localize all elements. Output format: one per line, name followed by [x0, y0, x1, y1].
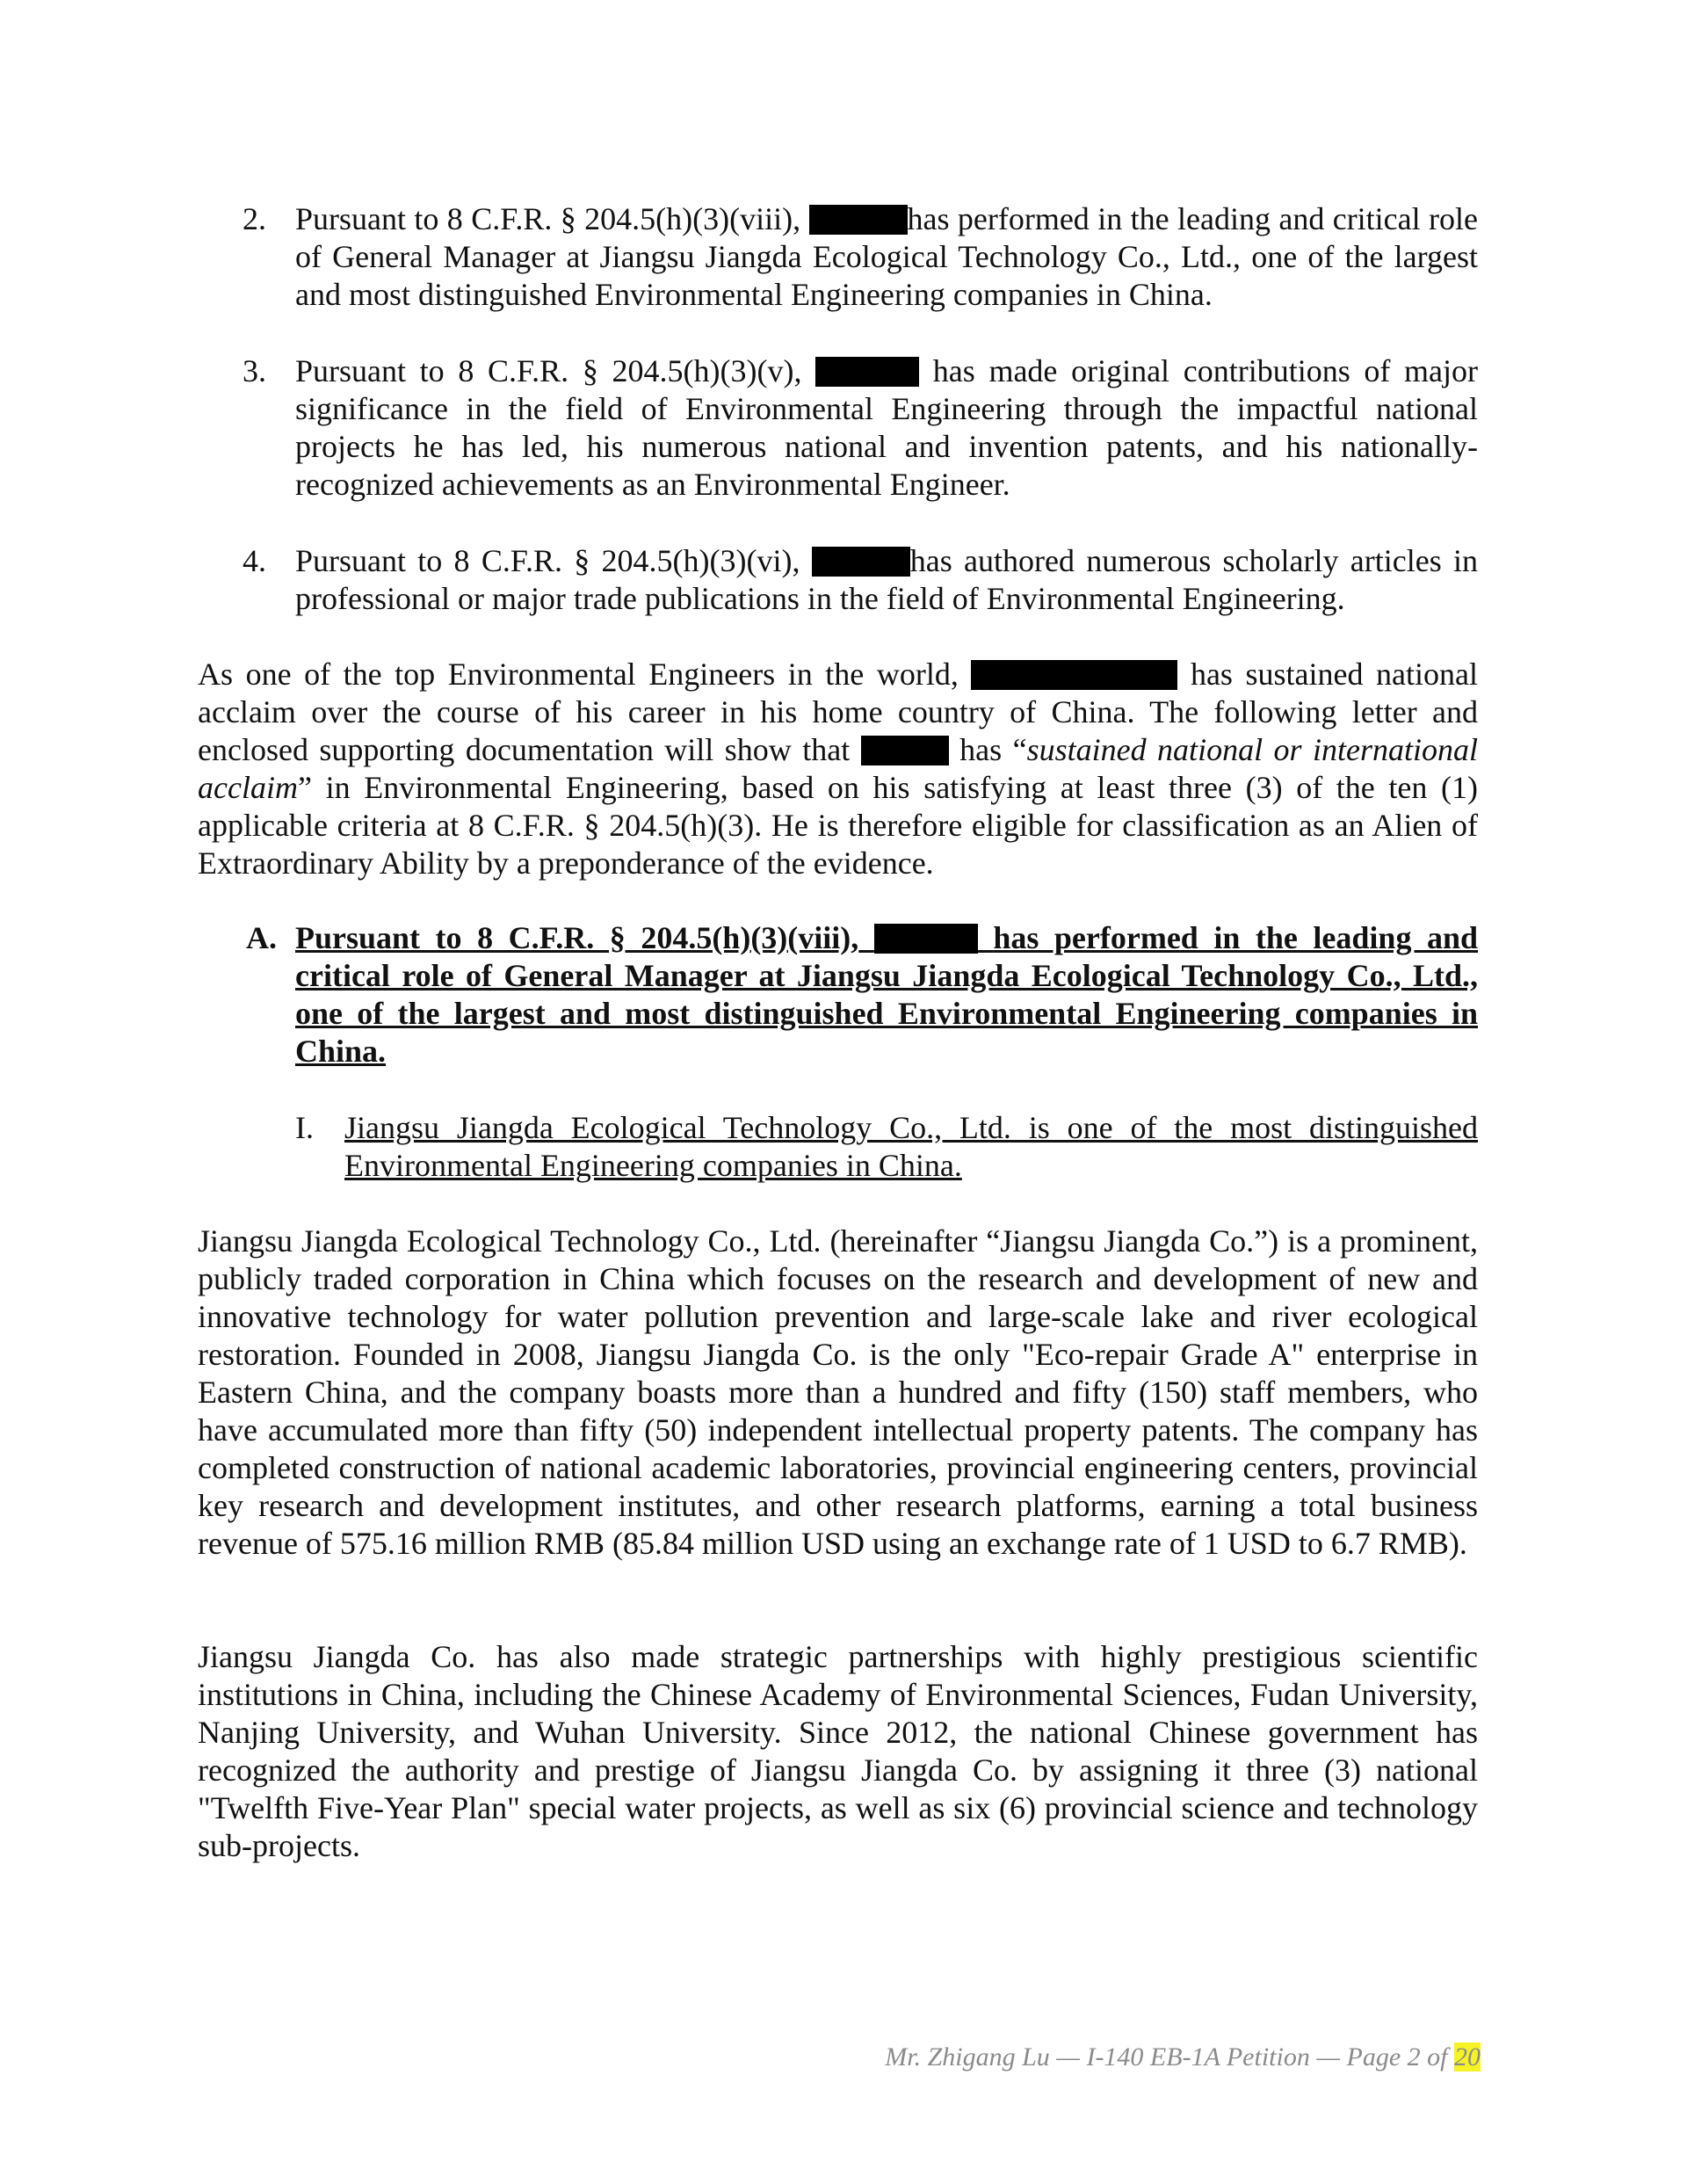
- item-number: 2.: [243, 201, 266, 236]
- criteria-item-3: [243, 352, 1479, 504]
- item-text-pre: Pursuant to 8 C.F.R. § 204.5(h)(3)(v),: [295, 353, 802, 388]
- subsection-numeral: I.: [295, 1110, 314, 1145]
- criteria-item-2: [243, 200, 1479, 314]
- section-letter: A.: [246, 920, 277, 955]
- item-text-pre: Pursuant to 8 C.F.R. § 204.5(h)(3)(vi),: [295, 543, 800, 578]
- item-text-post: has performed in the leading and critical role of General Manager at Jiangsu Jiangda Ecological Technology Co., Ltd., one of the largest and most distinguished Environmental Engineering companies in China.: [295, 201, 1479, 312]
- criteria-item-4: [243, 542, 1478, 618]
- body-paragraph-1: Jiangsu Jiangda Ecological Technology Co., Ltd. (hereinafter “Jiangsu Jiangda Co.”) is a prominent, publicly traded corporation in China which focuses on the research and development of new and innovative technology for water pollution prevention and large-scale lake and river ecological restoration. Founded in 2008, Jiangsu Jiangda Co. is the only "Eco-repair Grade A" enterprise in Eastern China, and the company boasts more than a hundred and fifty (150) staff members, who have accumulated more than fifty (50) independent intellectual property patents. The company has completed construction of national academic laboratories, provincial engineering centers, provincial key research and development institutes, and other research platforms, earning a total business revenue of 575.16 million RMB (85.84 million USD using an exchange rate of 1 USD to 6.7 RMB).: [198, 1223, 1478, 1561]
- item-text-pre: Pursuant to 8 C.F.R. § 204.5(h)(3)(viii),: [295, 201, 801, 236]
- intro-part-1: As one of the top Environmental Engineers in the world,: [198, 657, 959, 692]
- redaction-bar: [809, 205, 908, 235]
- intro-part-3: has “: [959, 732, 1027, 767]
- footer-text: Mr. Zhigang Lu — I-140 EB-1A Petition — Page 2 of: [885, 2043, 1454, 2072]
- section-a-post: has performed in the leading and critical role of General Manager at Jiangsu Jiangda Ecological Technology Co., Ltd., one of the largest and most distinguished Environmental Engineering companies in China.: [295, 920, 1479, 1069]
- subsection-i-text: Jiangsu Jiangda Ecological Technology Co., Ltd. is one of the most distinguished Environmental Engineering companies in China.: [344, 1110, 1478, 1183]
- intro-part-2: has sustained national acclaim over the course of his career in his home country of China. The following letter and enclosed supporting documentation will show that: [198, 657, 1478, 767]
- redaction-bar: [971, 660, 1177, 690]
- intro-part-4: ” in Environmental Engineering, based on his satisfying at least three (3) of the ten (1) applicable criteria at 8 C.F.R. § 204.5(h)(3). He is therefore eligible for classification as an Alien of Extraordinary Ability by a preponderance of the evidence.: [198, 770, 1478, 881]
- intro-italic: sustained national or international acclaim: [198, 732, 1479, 805]
- item-number: 3.: [243, 353, 266, 388]
- item-text-post: has made original contributions of major significance in the field of Environmental Engineering through the impactful national projects he has led, his numerous national and invention patents, and his nationally-recognized achievements as an Environmental Engineer.: [295, 353, 1479, 502]
- redaction-bar: [815, 357, 919, 387]
- subsection-i-heading: [295, 1109, 1478, 1185]
- intro-paragraph: [198, 656, 1478, 882]
- section-a-heading: [246, 919, 1479, 1070]
- page-footer: [885, 2042, 1481, 2073]
- redaction-bar: [861, 736, 949, 765]
- item-text-post: has authored numerous scholarly articles in professional or major trade publications in the field of Environmental Engineering.: [295, 543, 1478, 616]
- redaction-bar: [812, 547, 910, 577]
- body-paragraph-2: Jiangsu Jiangda Co. has also made strategic partnerships with highly prestigious scientific institutions in China, including the Chinese Academy of Environmental Sciences, Fudan University, Nanjing University, and Wuhan University. Since 2012, the national Chinese government has recognized the authority and prestige of Jiangsu Jiangda Co. by assigning it three (3) national "Twelfth Five-Year Plan" special water projects, as well as six (6) provincial science and technology sub-projects.: [198, 1639, 1478, 1863]
- item-number: 4.: [243, 543, 266, 578]
- footer-total-pages: 20: [1454, 2043, 1481, 2072]
- redaction-bar: [874, 924, 978, 954]
- section-a-pre: Pursuant to 8 C.F.R. § 204.5(h)(3)(viii),: [295, 920, 859, 955]
